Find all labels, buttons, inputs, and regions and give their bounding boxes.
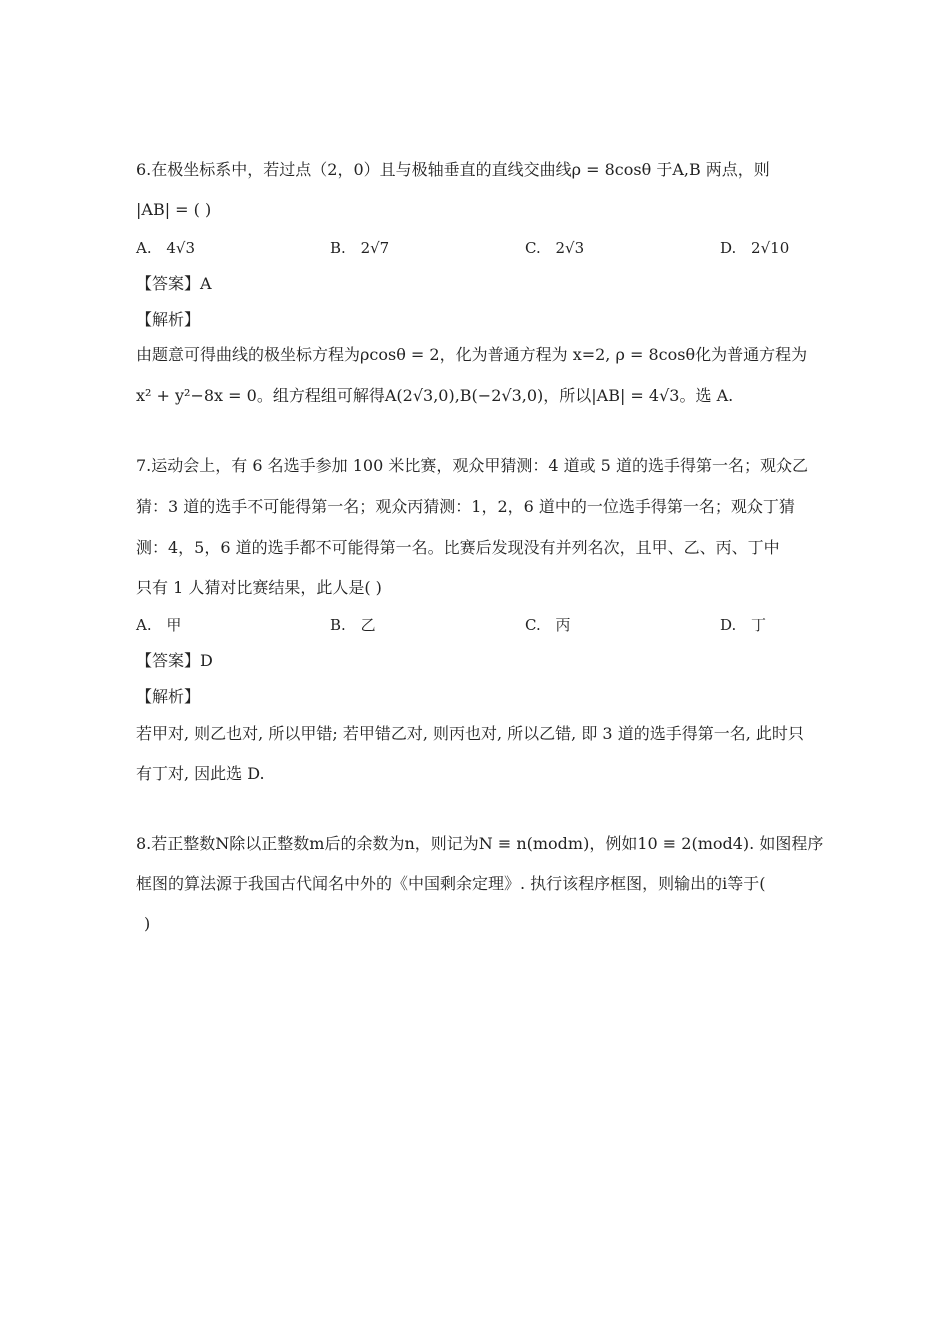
option-label: B.: [330, 616, 346, 634]
q8-stem-line-2: 框图的算法源于我国古代闻名中外的《中国剩余定理》. 执行该程序框图，则输出的i等于(: [136, 874, 766, 893]
q6-analysis-line-1: 由题意可得曲线的极坐标方程为ρcosθ = 2，化为普通方程为 x=2, ρ = 8cosθ化为普通方程为: [136, 345, 808, 364]
q6-stem-line-1: 6.在极坐标系中，若过点（2，0）且与极轴垂直的直线交曲线ρ = 8cosθ 于A,B 两点，则: [136, 160, 770, 179]
q6-option-a: [136, 236, 195, 260]
q7-option-c: [525, 613, 571, 637]
option-value: 2√10: [751, 239, 790, 257]
q8-stem-line-1: 8.若正整数N除以正整数m后的余数为n，则记为N ≡ n(modm)，例如10 ≡ 2(mod4). 如图程序: [136, 834, 824, 853]
q7-stem-line-1: 7.运动会上，有 6 名选手参加 100 米比赛，观众甲猜测：4 道或 5 道的选手得第一名；观众乙: [136, 456, 808, 475]
option-value: 4√3: [166, 239, 196, 257]
option-value: 甲: [166, 616, 182, 634]
q8-stem-line-3: ): [144, 914, 151, 933]
option-label: D.: [720, 616, 737, 634]
q7-stem-line-4: 只有 1 人猜对比赛结果，此人是( ): [136, 578, 382, 597]
option-label: A.: [136, 239, 152, 257]
option-label: C.: [525, 239, 541, 257]
q7-stem-line-3: 测：4，5，6 道的选手都不可能得第一名。比赛后发现没有并列名次，且甲、乙、丙、丁中: [136, 538, 780, 557]
option-value: 丁: [751, 616, 767, 634]
option-value: 2√3: [555, 239, 585, 257]
q6-answer: 【答案】A: [136, 274, 212, 293]
option-value: 2√7: [360, 239, 390, 257]
q7-option-d: [720, 613, 766, 637]
option-label: A.: [136, 616, 152, 634]
q7-answer: 【答案】D: [136, 651, 213, 670]
option-value: 丙: [555, 616, 571, 634]
option-label: B.: [330, 239, 346, 257]
q7-analysis-line-2: 有丁对, 因此选 D.: [136, 764, 265, 783]
q7-analysis-title: 【解析】: [136, 687, 201, 706]
q7-option-b: [330, 613, 376, 637]
q6-option-b: [330, 236, 389, 260]
q7-option-a: [136, 613, 181, 637]
q6-analysis-title: 【解析】: [136, 310, 201, 329]
option-label: C.: [525, 616, 541, 634]
option-label: D.: [720, 239, 737, 257]
q7-analysis-line-1: 若甲对, 则乙也对, 所以甲错; 若甲错乙对, 则丙也对, 所以乙错, 即 3 道的选手得第一名, 此时只: [136, 724, 804, 743]
q6-option-d: [720, 236, 789, 260]
q6-option-c: [525, 236, 584, 260]
q6-stem-line-2: |AB| = ( ): [136, 200, 212, 219]
option-value: 乙: [360, 616, 376, 634]
q6-analysis-line-2: x² + y²−8x = 0。组方程组可解得A(2√3,0),B(−2√3,0)，所以|AB| = 4√3。选 A.: [136, 386, 734, 405]
q7-stem-line-2: 猜：3 道的选手不可能得第一名；观众丙猜测：1，2，6 道中的一位选手得第一名；观众丁猜: [136, 497, 795, 516]
